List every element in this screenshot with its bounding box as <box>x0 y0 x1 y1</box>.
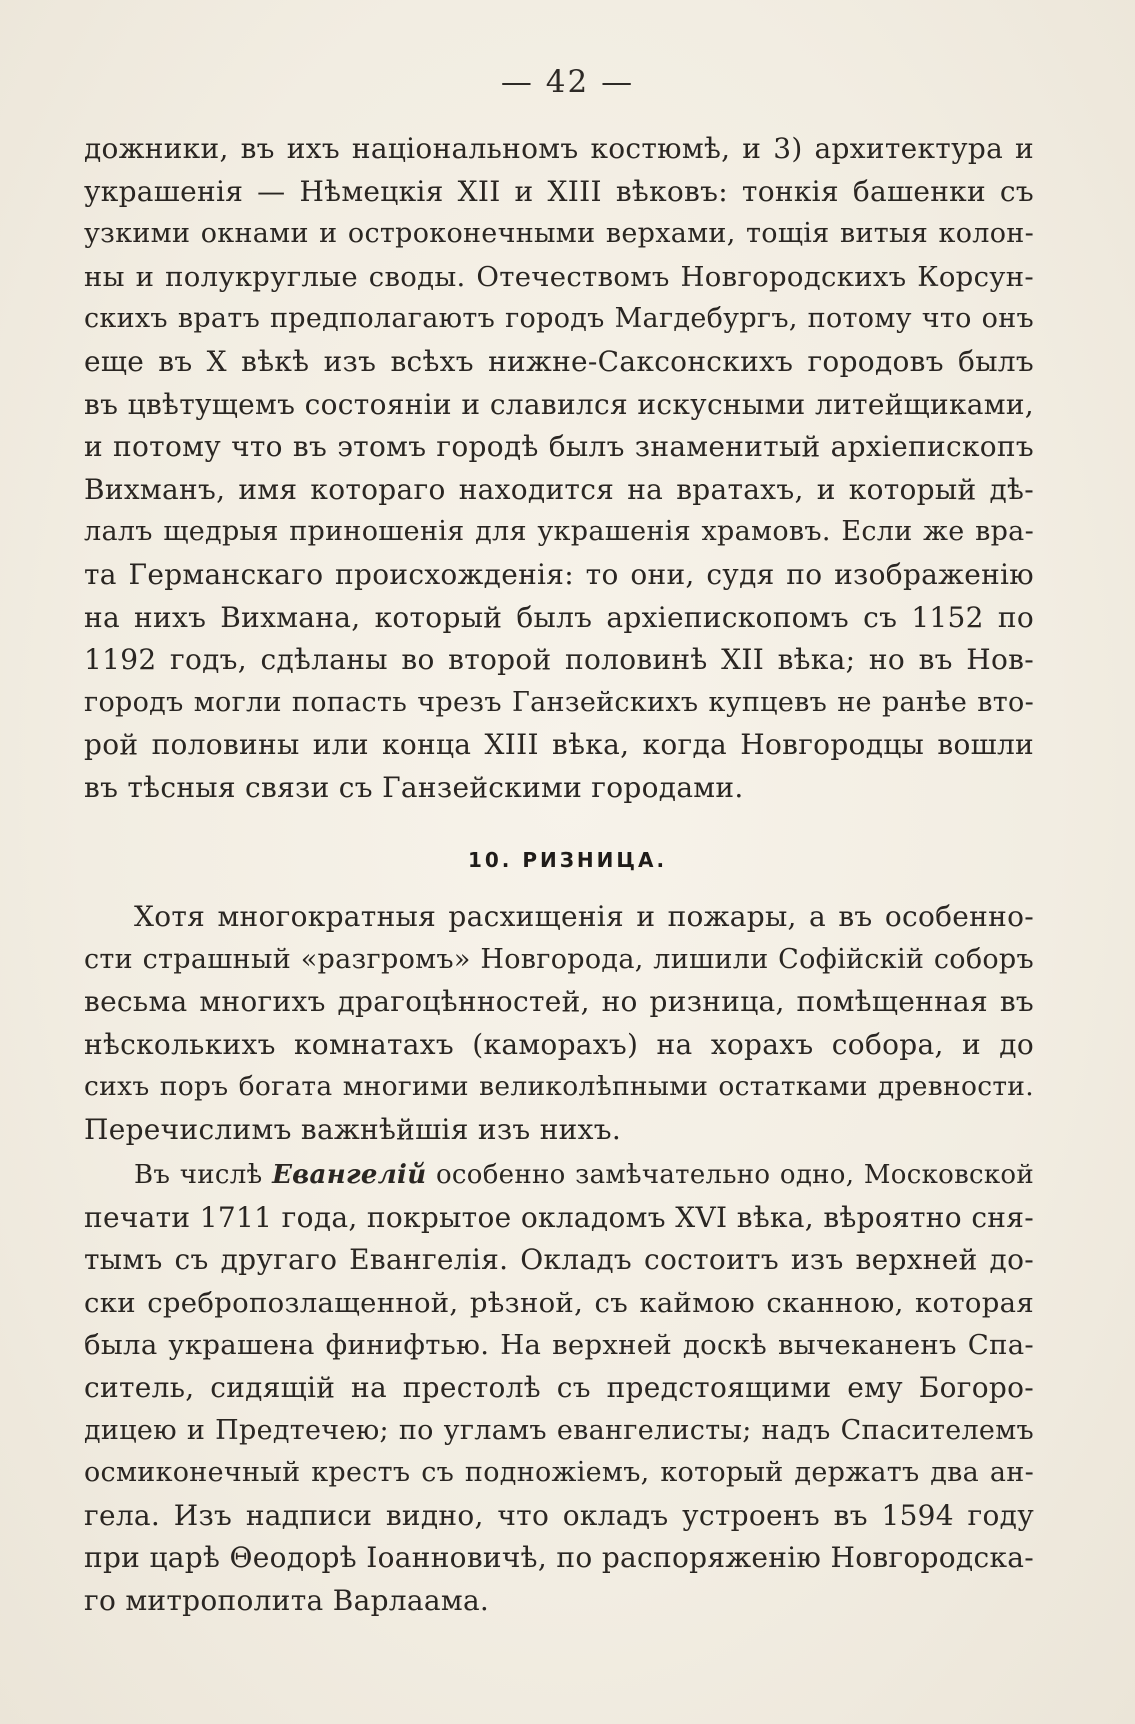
text-line: дожники, въ ихъ національномъ костюмѣ, и 3) архитектура и <box>84 132 1034 165</box>
text-line: Вихманъ, имя котораго находится на вратахъ, и который дѣ- <box>84 472 1034 506</box>
text-line: городъ могли попасть чрезъ Ганзейскихъ купцевъ не ранѣе вто- <box>84 686 1034 718</box>
text-line: узкими окнами и остроконечными верхами, тощія витыя колон- <box>84 218 1034 250</box>
paragraph-2 <box>84 896 1034 1152</box>
text-line: та Германскаго происхожденія: то они, судя по изображенію <box>84 557 1034 591</box>
text-line: при царѣ Θеодорѣ Іоанновичѣ, по распоряженію Новгородска- <box>84 1541 1034 1575</box>
text-line: тымъ съ другаго Евангелія. Окладъ состоитъ изъ верхней до- <box>84 1243 1034 1277</box>
text-line: весьма многихъ драгоцѣнностей, но ризница, помѣщенная въ <box>84 985 1034 1019</box>
text-line: лалъ щедрыя приношенія для украшенія храмовъ. Если же вра- <box>84 516 1034 548</box>
text-line: 1192 годъ, сдѣланы во второй половинѣ XII вѣка; но въ Нов- <box>84 643 1034 677</box>
text-line: сихъ поръ богата многими великолѣпными остатками древности. <box>84 1071 1034 1103</box>
text-line: печати 1711 года, покрытое окладомъ XVI вѣка, вѣроятно сня- <box>84 1200 1034 1234</box>
text-line: еще въ X вѣкѣ изъ всѣхъ нижне-Саксонскихъ городовъ былъ <box>84 344 1034 378</box>
text-line: Перечислимъ важнѣйшія изъ нихъ. <box>84 1112 622 1146</box>
text-line: гела. Изъ надписи видно, что окладъ устроенъ въ 1594 году <box>84 1498 1034 1532</box>
text-line: въ цвѣтущемъ состояніи и славился искусными литейщиками, <box>84 387 1034 421</box>
text-line: сти страшный «разгромъ» Новгорода, лишили Софійскій соборъ <box>84 943 1034 975</box>
text-line: на нихъ Вихмана, который былъ архіепископомъ съ 1152 по <box>84 600 1034 634</box>
paragraph-3 <box>84 1154 1034 1623</box>
section-heading: 10. РИЗНИЦА. <box>467 848 668 872</box>
text-line: дицею и Предтечею; по угламъ евангелисты; надъ Спасителемъ <box>84 1414 1034 1446</box>
paragraph-1 <box>84 128 1034 810</box>
text-line: нѣсколькихъ комнатахъ (каморахъ) на хорахъ собора, и до <box>84 1027 1034 1061</box>
text-line: ны и полукруглые своды. Отечествомъ Новгородскихъ Корсун- <box>84 260 1034 293</box>
text-line: ски сребропозлащенной, рѣзной, съ каймою сканною, которая <box>84 1286 1034 1319</box>
text-line: скихъ вратъ предполагаютъ городъ Магдебургъ, потому что онъ <box>84 303 1034 335</box>
text-line: осмиконечный крестъ съ подножіемъ, который держатъ два ан- <box>84 1457 1034 1489</box>
text-line: рой половины или конца XIII вѣка, когда Новгородцы вошли <box>84 728 1034 762</box>
text-line: украшенія — Нѣмецкія XII и XIII вѣковъ: тонкія башенки съ <box>84 174 1034 208</box>
text-line: и потому что въ этомъ городѣ былъ знаменитый архіепископъ <box>84 430 1034 464</box>
italic-term: Евангелій <box>272 1160 427 1190</box>
text-line-with-italic <box>84 1154 1034 1197</box>
text-line: ситель, сидящій на престолѣ съ предстоящими ему Богоро- <box>84 1370 1034 1404</box>
text-line: го митрополита Варлаама. <box>84 1583 490 1617</box>
text-line: въ тѣсныя связи съ Ганзейскими городами. <box>84 770 744 804</box>
page-number: — 42 — <box>500 64 635 100</box>
text-fragment: Въ числѣ <box>134 1160 273 1190</box>
text-line: Хотя многократныя расхищенія и пожары, а въ особенно- <box>134 900 1034 933</box>
text-line: была украшена финифтью. На верхней доскѣ вычеканенъ Спа- <box>84 1329 1034 1362</box>
text-fragment: особенно замѣчательно одно, Московской <box>426 1160 1034 1190</box>
